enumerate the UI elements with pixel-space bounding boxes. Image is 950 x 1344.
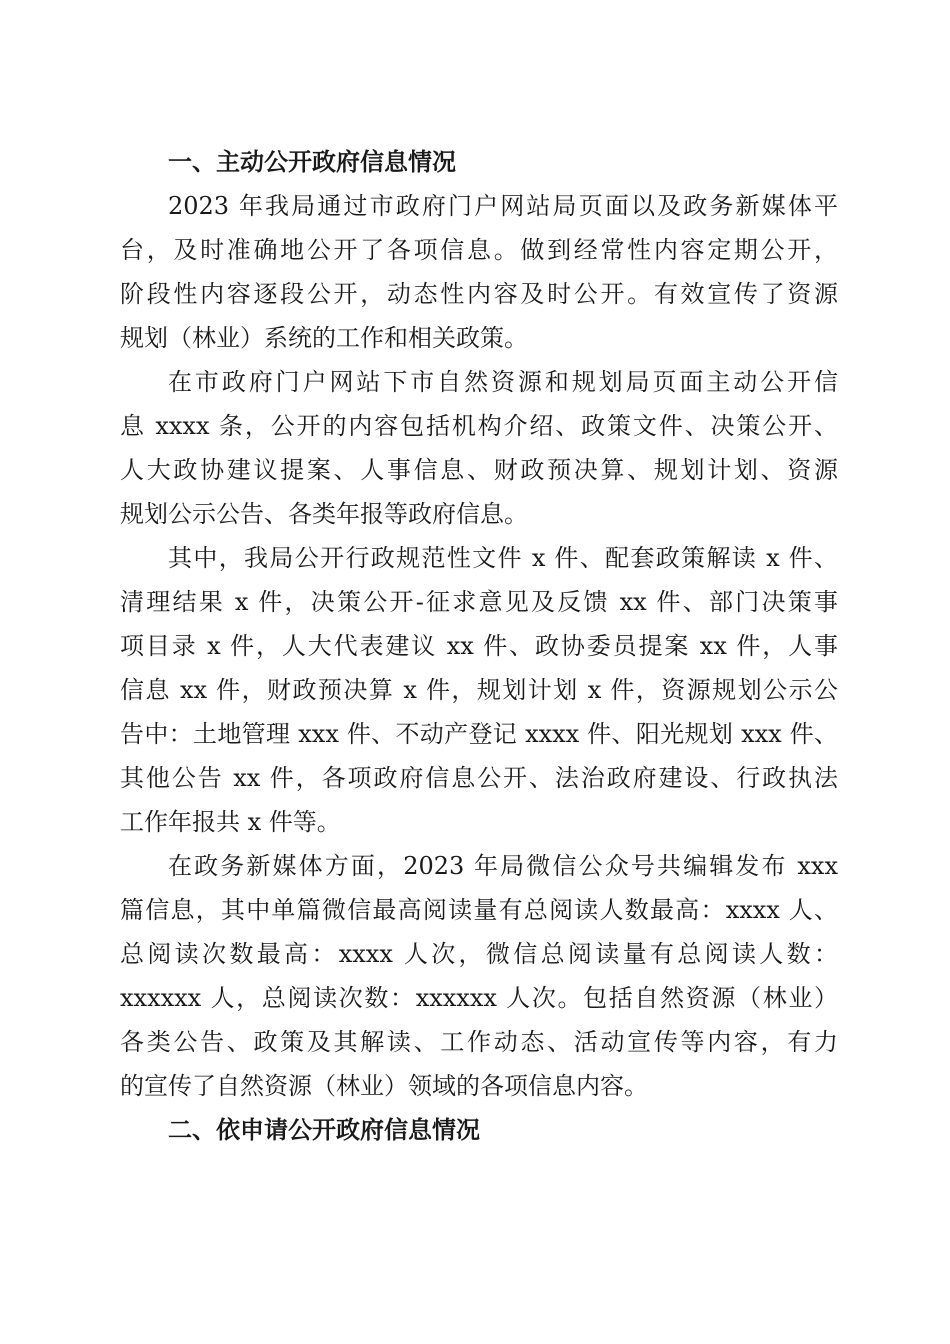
paragraph-3 — [120, 536, 838, 844]
paragraph-line: 在政务新媒体方面，2023 年局微信公众号共编辑发布 xxx — [168, 852, 838, 880]
section-heading-2: 二、依申请公开政府信息情况 — [168, 1116, 480, 1144]
paragraph-line: 篇信息，其中单篇微信最高阅读量有总阅读人数最高：xxxx 人、 — [120, 896, 838, 924]
paragraph-line: 台，及时准确地公开了各项信息。做到经常性内容定期公开， — [120, 236, 838, 264]
paragraph-line: 规划公示公告、各类年报等政府信息。 — [120, 500, 528, 528]
document-page — [120, 140, 838, 1152]
paragraph-line: 信息 xx 件，财政预决算 x 件，规划计划 x 件，资源规划公示公 — [120, 676, 838, 704]
paragraph-4 — [120, 844, 838, 1108]
paragraph-line: 息 xxxx 条，公开的内容包括机构介绍、政策文件、决策公开、 — [120, 412, 838, 440]
paragraph-line: 各类公告、政策及其解读、工作动态、活动宣传等内容，有力 — [120, 1028, 838, 1056]
paragraph-line: 阶段性内容逐段公开，动态性内容及时公开。有效宣传了资源 — [120, 280, 838, 308]
paragraph-2 — [120, 360, 838, 536]
paragraph-line: 人大政协建议提案、人事信息、财政预决算、规划计划、资源 — [120, 456, 838, 484]
section-heading-1: 一、主动公开政府信息情况 — [168, 148, 456, 176]
paragraph-line: xxxxxx 人，总阅读次数：xxxxxx 人次。包括自然资源（林业） — [120, 984, 838, 1012]
paragraph-line: 2023 年我局通过市政府门户网站局页面以及政务新媒体平 — [168, 192, 838, 220]
paragraph-1 — [120, 184, 838, 360]
paragraph-line: 其他公告 xx 件，各项政府信息公开、法治政府建设、行政执法 — [120, 764, 838, 792]
paragraph-line: 规划（林业）系统的工作和相关政策。 — [120, 324, 528, 352]
paragraph-line: 告中：土地管理 xxx 件、不动产登记 xxxx 件、阳光规划 xxx 件、 — [120, 720, 838, 748]
paragraph-line: 在市政府门户网站下市自然资源和规划局页面主动公开信 — [168, 368, 838, 396]
paragraph-line: 的宣传了自然资源（林业）领域的各项信息内容。 — [120, 1072, 648, 1100]
paragraph-line: 清理结果 x 件，决策公开-征求意见及反馈 xx 件、部门决策事 — [120, 588, 838, 616]
paragraph-line: 其中，我局公开行政规范性文件 x 件、配套政策解读 x 件、 — [168, 544, 838, 572]
paragraph-line: 工作年报共 x 件等。 — [120, 808, 341, 836]
paragraph-line: 项目录 x 件，人大代表建议 xx 件、政协委员提案 xx 件，人事 — [120, 632, 838, 660]
paragraph-line: 总阅读次数最高：xxxx 人次，微信总阅读量有总阅读人数： — [120, 940, 838, 968]
